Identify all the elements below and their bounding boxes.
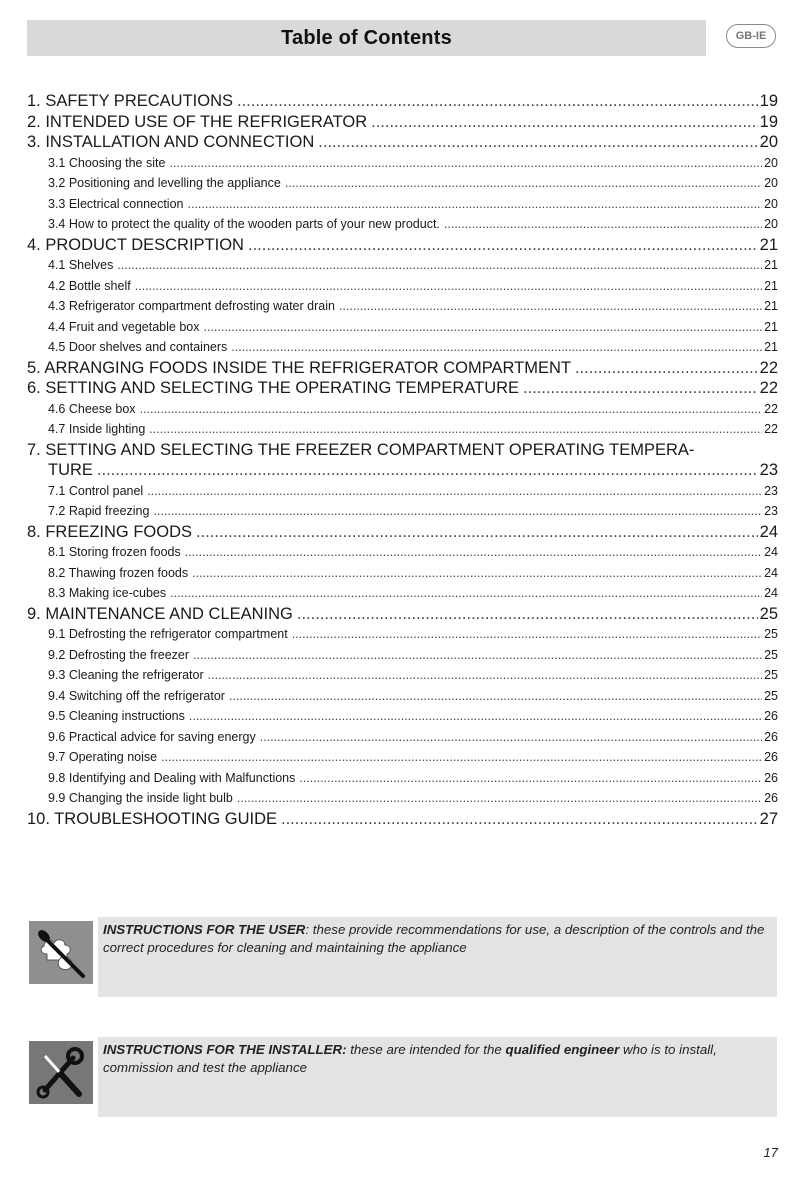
table-of-contents bbox=[27, 91, 778, 829]
user-instructions-lead: INSTRUCTIONS FOR THE USER bbox=[103, 922, 306, 937]
toc-entry-7-2[interactable]: 7.2 Rapid freezing ..... 23 bbox=[27, 501, 778, 522]
toc-entry-3-4[interactable]: 3.4 How to protect the quality of the wooden parts of your new product. ..... 20 bbox=[27, 214, 778, 235]
dot-leader bbox=[299, 768, 762, 789]
toc-entry-9-7[interactable]: 9.7 Operating noise ..... 26 bbox=[27, 747, 778, 768]
dot-leader bbox=[193, 645, 762, 666]
toc-entry-3-1[interactable]: 3.1 Choosing the site ..... 20 bbox=[27, 153, 778, 174]
spoon-and-chef-hat-icon bbox=[29, 921, 93, 984]
dot-leader bbox=[292, 624, 762, 645]
toc-entry-7-1[interactable]: 7.1 Control panel ..... 23 bbox=[27, 481, 778, 502]
installer-instructions-notice: INSTRUCTIONS FOR THE INSTALLER: these are intended for the qualified engineer who is to install, commission and test the appliance bbox=[98, 1037, 777, 1117]
dot-leader bbox=[237, 91, 758, 112]
dot-leader bbox=[170, 583, 762, 604]
toc-entry-4-2[interactable]: 4.2 Bottle shelf ..... 21 bbox=[27, 276, 778, 297]
toc-entry-9[interactable]: 9. MAINTENANCE AND CLEANING ..... 25 bbox=[27, 604, 778, 625]
toc-entry-3[interactable]: 3. INSTALLATION AND CONNECTION ..... 20 bbox=[27, 132, 778, 153]
dot-leader bbox=[231, 337, 762, 358]
dot-leader bbox=[185, 542, 762, 563]
toc-entry-9-6[interactable]: 9.6 Practical advice for saving energy ..... 26 bbox=[27, 727, 778, 748]
toc-entry-9-3[interactable]: 9.3 Cleaning the refrigerator ..... 25 bbox=[27, 665, 778, 686]
dot-leader bbox=[196, 522, 758, 543]
dot-leader bbox=[189, 706, 762, 727]
installer-instructions-lead: INSTRUCTIONS FOR THE INSTALLER: bbox=[103, 1042, 347, 1057]
toc-entry-9-4[interactable]: 9.4 Switching off the refrigerator ..... 25 bbox=[27, 686, 778, 707]
dot-leader bbox=[260, 727, 762, 748]
toc-entry-6[interactable]: 6. SETTING AND SELECTING THE OPERATING TEMPERATURE ..... 22 bbox=[27, 378, 778, 399]
toc-entry-9-1[interactable]: 9.1 Defrosting the refrigerator compartment ..... 25 bbox=[27, 624, 778, 645]
dot-leader bbox=[248, 235, 758, 256]
qualified-engineer-emphasis: qualified engineer bbox=[505, 1042, 620, 1057]
toc-entry-4-5[interactable]: 4.5 Door shelves and containers ..... 21 bbox=[27, 337, 778, 358]
dot-leader bbox=[371, 112, 758, 133]
page-header bbox=[27, 20, 706, 56]
region-badge: GB-IE bbox=[726, 24, 776, 48]
dot-leader bbox=[147, 481, 762, 502]
toc-entry-4-1[interactable]: 4.1 Shelves ..... 21 bbox=[27, 255, 778, 276]
dot-leader bbox=[444, 214, 762, 235]
dot-leader bbox=[237, 788, 762, 809]
dot-leader bbox=[229, 686, 762, 707]
dot-leader bbox=[97, 460, 758, 481]
dot-leader bbox=[169, 153, 762, 174]
dot-leader bbox=[161, 747, 762, 768]
toc-entry-8-2[interactable]: 8.2 Thawing frozen foods ..... 24 bbox=[27, 563, 778, 584]
dot-leader bbox=[297, 604, 758, 625]
toc-entry-7[interactable]: TURE ..... 23 bbox=[27, 460, 778, 481]
toc-entry-8[interactable]: 8. FREEZING FOODS ..... 24 bbox=[27, 522, 778, 543]
toc-entry-3-2[interactable]: 3.2 Positioning and levelling the appliance ..... 20 bbox=[27, 173, 778, 194]
toc-entry-9-8[interactable]: 9.8 Identifying and Dealing with Malfunctions ..... 26 bbox=[27, 768, 778, 789]
toc-entry-8-1[interactable]: 8.1 Storing frozen foods ..... 24 bbox=[27, 542, 778, 563]
toc-entry-9-5[interactable]: 9.5 Cleaning instructions ..... 26 bbox=[27, 706, 778, 727]
dot-leader bbox=[188, 194, 763, 215]
dot-leader bbox=[204, 317, 763, 338]
dot-leader bbox=[339, 296, 762, 317]
dot-leader bbox=[285, 173, 762, 194]
spoon-and-chef-hat-icon-graphic bbox=[31, 924, 91, 982]
page-number: 17 bbox=[763, 1145, 778, 1160]
dot-leader bbox=[208, 665, 762, 686]
toc-entry-10[interactable]: 10. TROUBLESHOOTING GUIDE ..... 27 bbox=[27, 809, 778, 830]
toc-entry-3-3[interactable]: 3.3 Electrical connection ..... 20 bbox=[27, 194, 778, 215]
toc-entry-2[interactable]: 2. INTENDED USE OF THE REFRIGERATOR ..... 19 bbox=[27, 112, 778, 133]
dot-leader bbox=[153, 501, 762, 522]
dot-leader bbox=[281, 809, 758, 830]
user-instructions-notice bbox=[98, 917, 777, 997]
toc-entry-7-line-1[interactable]: 7. SETTING AND SELECTING THE FREEZER COMPARTMENT OPERATING TEMPERA- bbox=[27, 440, 695, 459]
dot-leader bbox=[192, 563, 762, 584]
wrench-and-screwdriver-icon bbox=[29, 1041, 93, 1104]
wrench-and-screwdriver-icon-graphic bbox=[31, 1044, 91, 1102]
toc-entry-4-7[interactable]: 4.7 Inside lighting ..... 22 bbox=[27, 419, 778, 440]
dot-leader bbox=[117, 255, 762, 276]
toc-entry-4-4[interactable]: 4.4 Fruit and vegetable box ..... 21 bbox=[27, 317, 778, 338]
dot-leader bbox=[318, 132, 757, 153]
toc-entry-5[interactable]: 5. ARRANGING FOODS INSIDE THE REFRIGERATOR COMPARTMENT ..... 22 bbox=[27, 358, 778, 379]
toc-entry-8-3[interactable]: 8.3 Making ice-cubes ..... 24 bbox=[27, 583, 778, 604]
dot-leader bbox=[523, 378, 758, 399]
dot-leader bbox=[575, 358, 758, 379]
toc-entry-4-6[interactable]: 4.6 Cheese box ..... 22 bbox=[27, 399, 778, 420]
toc-entry-4[interactable]: 4. PRODUCT DESCRIPTION ..... 21 bbox=[27, 235, 778, 256]
dot-leader bbox=[140, 399, 763, 420]
dot-leader bbox=[135, 276, 762, 297]
toc-entry-1[interactable]: 1. SAFETY PRECAUTIONS ..... 19 bbox=[27, 91, 778, 112]
toc-entry-9-2[interactable]: 9.2 Defrosting the freezer ..... 25 bbox=[27, 645, 778, 666]
toc-entry-9-9[interactable]: 9.9 Changing the inside light bulb ..... 26 bbox=[27, 788, 778, 809]
dot-leader bbox=[149, 419, 762, 440]
page-title: Table of Contents bbox=[281, 26, 452, 49]
toc-entry-4-3[interactable]: 4.3 Refrigerator compartment defrosting water drain ..... 21 bbox=[27, 296, 778, 317]
user-instructions-text: : these provide recommendations for use, a description of the controls and the correct procedures for cleaning and maintaining the appliance bbox=[103, 922, 765, 955]
